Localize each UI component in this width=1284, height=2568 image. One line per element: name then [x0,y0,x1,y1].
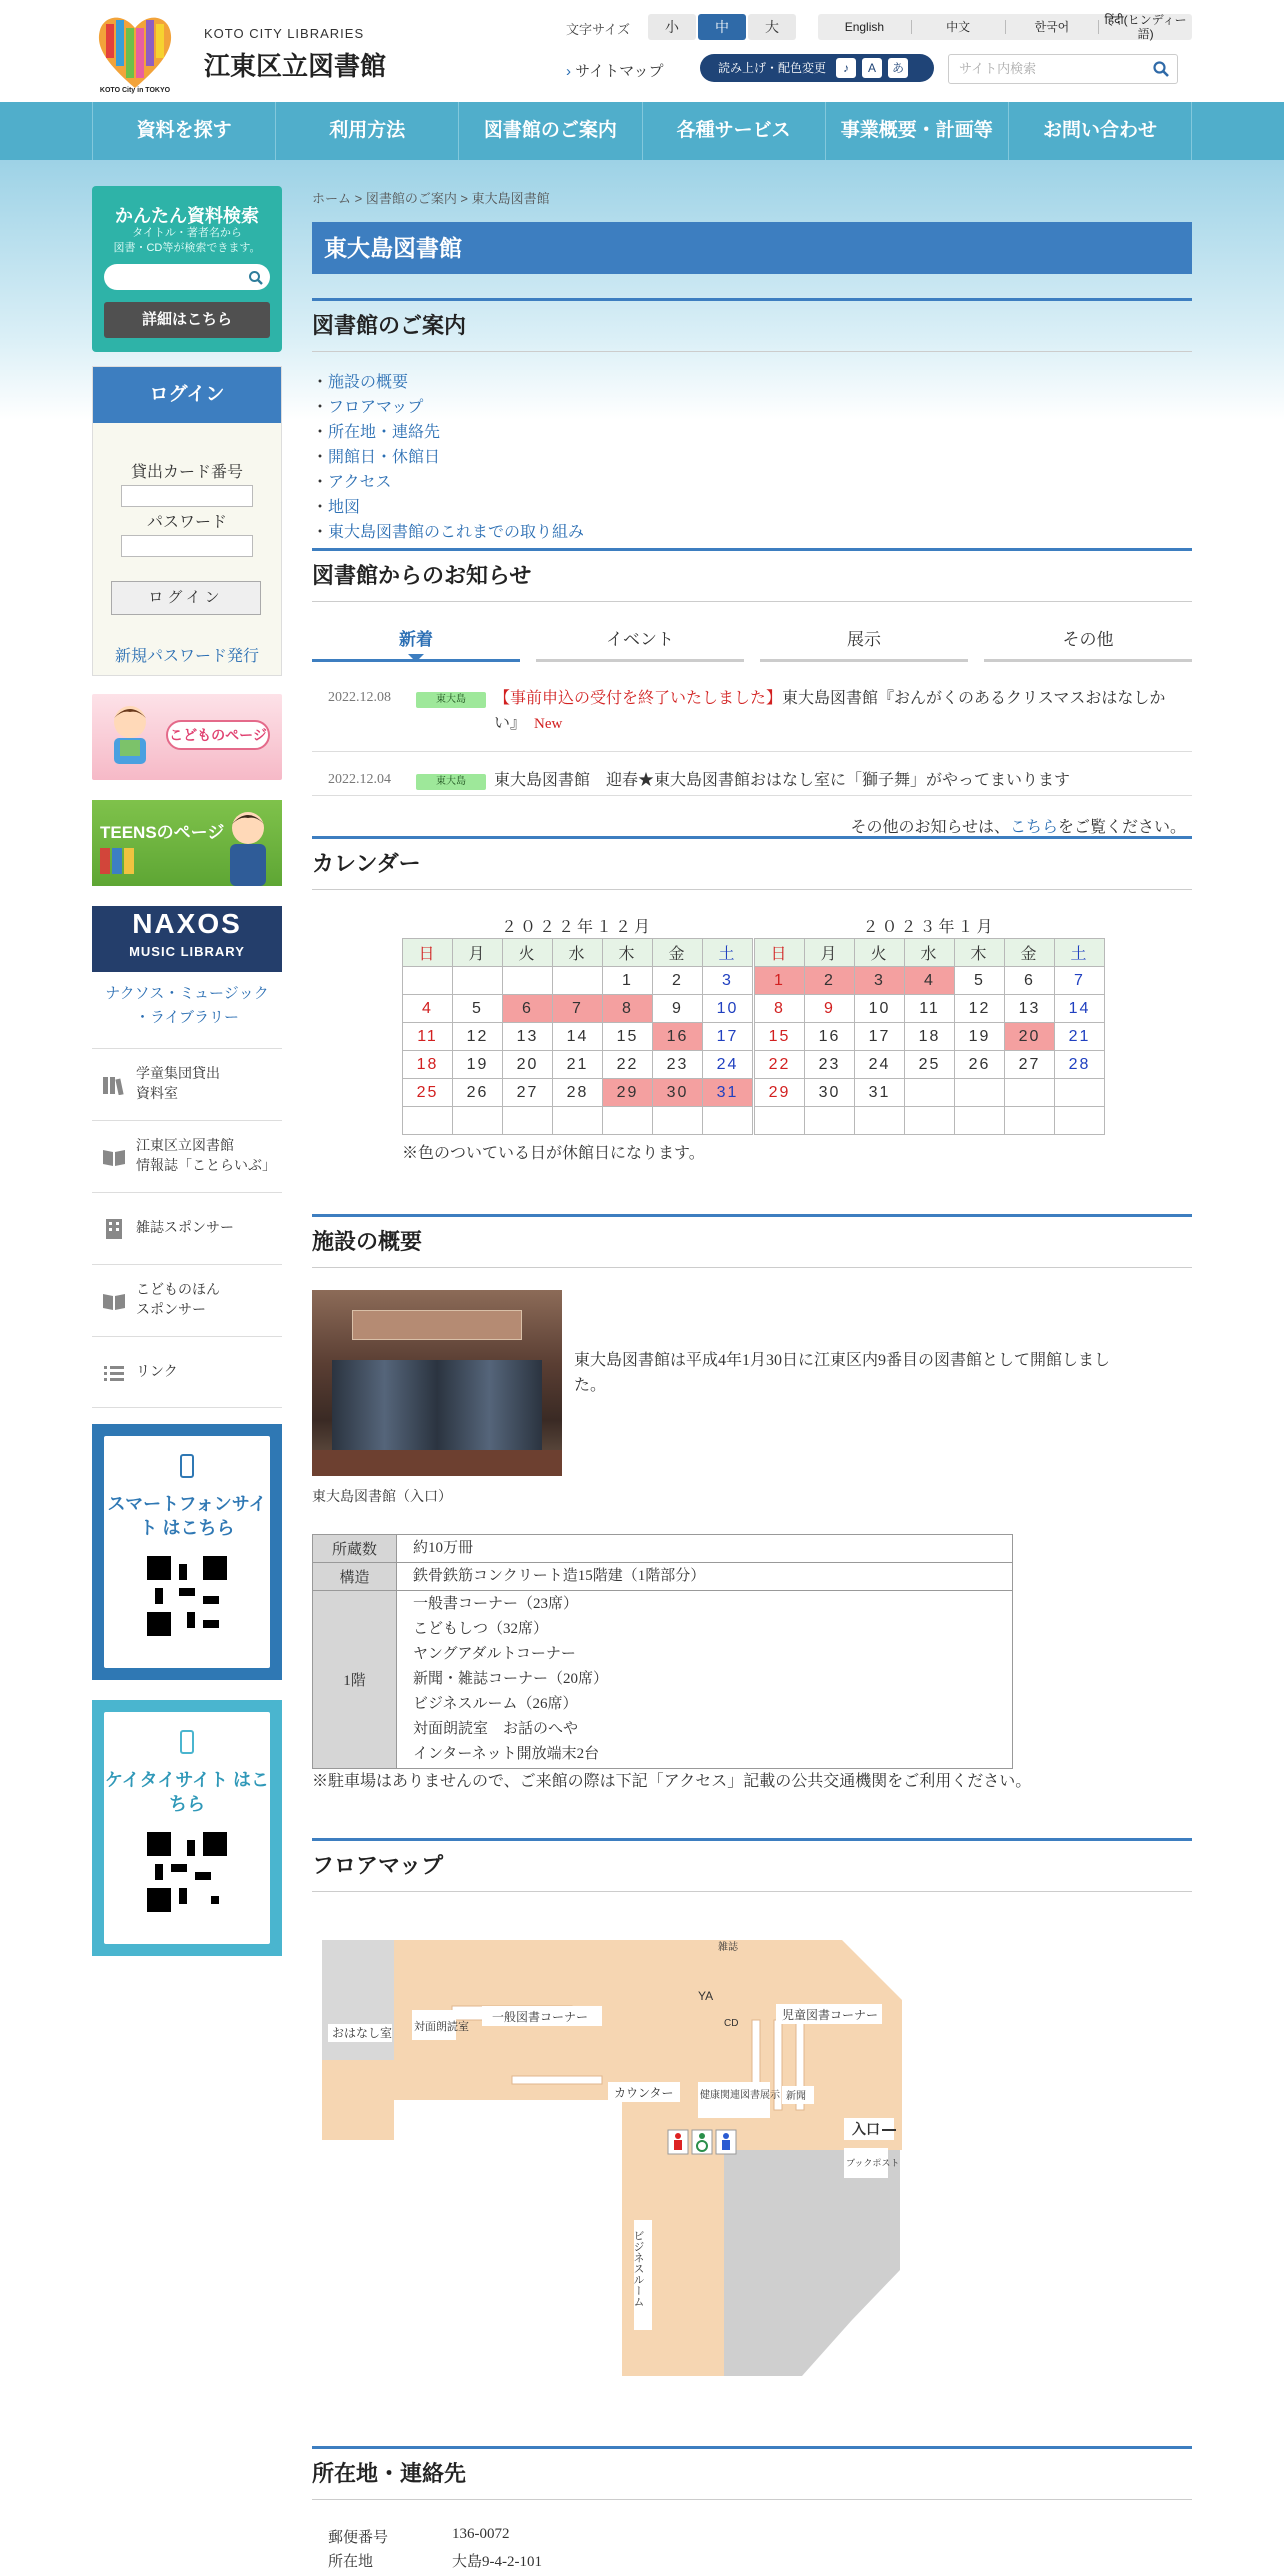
guide-link-access[interactable]: アクセス [328,474,392,491]
calendar-day: 28 [553,1079,603,1107]
calendar-day: 23 [653,1051,703,1079]
sidebar-link-links[interactable] [92,1336,282,1408]
sidebar-link-label: リンク [136,1365,178,1380]
guide-link-map[interactable]: 地図 [328,499,361,516]
calendar-day: 29 [603,1079,653,1107]
calendar-day: 6 [503,995,553,1023]
book-icon [100,848,110,874]
building-icon [102,1219,126,1239]
readaloud-label: 読み上げ・配色変更 [718,61,827,75]
map-label-ohanashi: おはなし室 [332,2026,393,2040]
calendar-day: 30 [805,1079,855,1107]
map-label-cd: CD [724,2018,739,2029]
calendar-day: 12 [453,1023,503,1051]
calendar-day: 8 [603,995,653,1023]
calendar-weekday: 土 [1055,939,1105,967]
books-icon [102,1075,126,1095]
calendar-day: 27 [503,1079,553,1107]
news-more [312,814,1192,837]
calendar-day: 4 [403,995,453,1023]
floor-map [322,1940,902,2376]
facility-description: 東大島図書館は平成4年1月30日に江東区内9番目の図書館として開館しました。 [574,1352,1111,1394]
calendar-day: 22 [755,1051,805,1079]
language-selector [818,14,1192,40]
floor-item: 対面朗読室 お話のへや [413,1721,579,1737]
section-heading-floormap: フロアマップ [312,1838,1192,1892]
calendar-day: 2 [653,967,703,995]
map-label-zasshi: 雑誌 [718,1942,738,1953]
calendar-day: 10 [703,995,753,1023]
calendar-weekday: 火 [855,939,905,967]
calendar-empty-cell [855,1107,905,1135]
map-label-ippan: 一般図書コーナー [492,2010,589,2024]
sidebar-link-label: 江東区立図書館 [136,1139,234,1154]
card-number-input[interactable] [121,485,253,507]
calendar-day: 23 [805,1051,855,1079]
floor-item: ビジネスルーム（26席） [413,1696,578,1712]
lang-chinese[interactable]: 中文 [912,20,1006,34]
login-button[interactable]: ログイン [111,581,261,615]
card-number-label: 貸出カード番号 [130,464,243,481]
news-date: 2022.12.08 [328,690,391,705]
info-floor-label: 1階 [313,1591,397,1769]
news-date: 2022.12.04 [328,772,391,787]
calendar-empty-cell [1005,1079,1055,1107]
book-icon [112,848,122,874]
hiragana-icon: あ [888,58,908,78]
child-illustration-icon [100,700,160,774]
facility-info-table [312,1534,1013,1769]
sidebar-link-label: スポンサー [136,1303,206,1318]
calendar-day: 17 [703,1023,753,1051]
nav-how-to-use[interactable]: 利用方法 [275,102,458,160]
calendar-day: 13 [1005,995,1055,1023]
mobile-site-label: ケイタイサイト はこちら [104,1770,270,1814]
calendar-day: 14 [553,1023,603,1051]
sitemap-label: サイトマップ [575,63,664,80]
kids-page-label: こどものページ [166,720,270,750]
calendar-day: 3 [855,967,905,995]
nav-services[interactable]: 各種サービス [642,102,825,160]
nav-library-guide[interactable]: 図書館のご案内 [458,102,641,160]
calendar-day: 26 [453,1079,503,1107]
guide-link-initiatives[interactable]: 東大島図書館のこれまでの取り組み [328,524,585,541]
calendar-day: 29 [755,1079,805,1107]
calendar-weekday: 日 [755,939,805,967]
teens-page-label: TEENSのページ [100,823,225,842]
photo-caption: 東大島図書館（入口） [312,1490,452,1505]
calendar-empty-cell [1005,1107,1055,1135]
calendar-day: 4 [905,967,955,995]
naxos-banner[interactable] [92,906,282,972]
calendar-day: 26 [955,1051,1005,1079]
qr-code-icon [147,1832,227,1912]
new-badge: New [534,716,563,732]
nav-search-materials[interactable]: 資料を探す [92,102,275,160]
calendar-day: 31 [855,1079,905,1107]
section-heading-facility: 施設の概要 [312,1214,1192,1268]
calendar-day: 16 [653,1023,703,1051]
calendar-empty-cell [755,1107,805,1135]
info-holdings-value: 約10万冊 [397,1535,1013,1563]
section-heading-news: 図書館からのお知らせ [312,548,1192,602]
nav-business-overview[interactable]: 事業概要・計画等 [825,102,1008,160]
site-search-input[interactable]: サイト内検索 [948,54,1178,84]
section-heading-address: 所在地・連絡先 [312,2446,1192,2500]
calendar-empty-cell [403,1107,453,1135]
calendar-day: 8 [755,995,805,1023]
password-input[interactable] [121,535,253,557]
calendar-weekday: 土 [703,939,753,967]
password-label: パスワード [146,514,227,531]
info-structure-value: 鉄骨鉄筋コンクリート造15階建（1階部分） [397,1563,1013,1591]
book-icon [124,848,134,874]
quick-search-sub-line2: 図書・CD等が検索できます。 [113,242,261,254]
calendar-day: 25 [403,1079,453,1107]
text-size-icon: A [862,58,882,78]
calendar-weekday: 月 [805,939,855,967]
calendar-day: 24 [703,1051,753,1079]
calendar-weekday: 水 [553,939,603,967]
calendar-title-december: ２０２２年１２月 [500,919,653,936]
calendar-january [754,938,1105,1135]
lang-korean[interactable]: 한국어 [1006,20,1100,34]
sidebar-link-kids-book-sponsor[interactable] [92,1264,282,1336]
calendar-day: 30 [653,1079,703,1107]
smartphone-site-label: スマートフォンサイト はこちら [107,1494,267,1538]
calendar-weekday: 火 [503,939,553,967]
quick-search-sub-line1: タイトル・著者名から [132,227,242,239]
sidebar-link-label: 資料室 [136,1087,178,1102]
login-panel [92,366,282,676]
calendar-day: 3 [703,967,753,995]
calendar-day: 10 [855,995,905,1023]
calendar-empty-cell [403,967,453,995]
section-heading-calendar: カレンダー [312,836,1192,890]
calendar-empty-cell [503,967,553,995]
breadcrumb: ホーム > 図書館のご案内 > 東大島図書館 [312,191,550,206]
search-icon[interactable] [248,270,264,286]
calendar-day: 17 [855,1023,905,1051]
calendar-day: 9 [805,995,855,1023]
sidebar-link-label: 情報誌「ことらいぶ」 [136,1159,276,1174]
sitemap-link[interactable]: › サイトマップ [566,63,664,80]
tab-exhibition[interactable]: 展示 [760,622,968,662]
smartphone-site-banner[interactable] [92,1424,282,1680]
accessible-restroom-icon [692,2130,712,2154]
news-text: 東大島図書館『おんがくのあるクリスマスおはなしかい』 [494,690,1166,732]
postal-code-value: 136-0072 [452,2526,510,2542]
postal-code-label: 郵便番号 [328,2530,389,2546]
lang-hindi[interactable]: हिंदी(ヒンディー語) [1104,13,1187,41]
calendar-day: 1 [755,967,805,995]
detailed-search-button[interactable]: 詳細はこちら [104,302,270,338]
calendar-empty-cell [905,1107,955,1135]
qr-code-icon [147,1556,227,1636]
floor-item: ヤングアダルトコーナー [413,1646,576,1662]
news-branch-tag: 東大島 [416,692,486,708]
teens-page-banner[interactable] [92,800,282,886]
new-password-link[interactable]: 新規パスワード発行 [114,648,259,665]
font-size-small-button[interactable]: 小 [648,14,696,40]
map-label-business: ビジネスルーム [632,2230,644,2307]
calendar-day: 18 [905,1023,955,1051]
naxos-caption[interactable] [92,982,282,1030]
tab-new[interactable]: 新着 [312,622,520,662]
sidebar-link-kotolive[interactable] [92,1120,282,1192]
map-label-ya: YA [698,1989,714,2003]
floor-item: こどもしつ（32席） [413,1621,549,1637]
guide-link-address[interactable]: 所在地・連絡先 [328,424,441,441]
section-heading-guide: 図書館のご案内 [312,298,1192,352]
calendar-title-january: ２０２３年１月 [862,919,996,936]
calendar-empty-cell [1055,1107,1105,1135]
calendar-empty-cell [553,967,603,995]
news-title[interactable] [494,686,1174,737]
calendar-day: 16 [805,1023,855,1051]
calendar-empty-cell [453,967,503,995]
quick-search-title: かんたん資料検索 [115,206,259,226]
naxos-subtitle: MUSIC LIBRARY [129,944,245,959]
news-branch-tag: 東大島 [416,774,486,790]
address-value: 大島9-4-2-101 [452,2554,542,2568]
calendar-day: 31 [703,1079,753,1107]
calendar-empty-cell [905,1079,955,1107]
calendar-weekday: 金 [653,939,703,967]
font-size-large-button[interactable]: 大 [748,14,796,40]
calendar-day: 20 [1005,1023,1055,1051]
naxos-caption-line2: ・ライブラリー [134,1010,240,1026]
guide-link-overview[interactable]: 施設の概要 [328,374,409,391]
calendar-day: 5 [453,995,503,1023]
calendar-day: 24 [855,1051,905,1079]
guide-link-list: ・施設の概要 ・フロアマップ ・所在地・連絡先 ・開館日・休館日 ・アクセス ・地図 ・東大島図書館のこれまでの取り組み [312,374,585,541]
teen-illustration-icon [212,800,282,886]
lang-english[interactable]: English [818,20,912,34]
calendar-day: 19 [955,1023,1005,1051]
readaloud-button[interactable] [700,54,934,82]
smartphone-icon [172,1452,202,1482]
map-label-shinbun: 新聞 [786,2091,806,2102]
calendar-empty-cell [703,1107,753,1135]
calendar-day: 2 [805,967,855,995]
calendar-day: 13 [503,1023,553,1051]
news-title[interactable]: 東大島図書館 迎春★東大島図書館おはなし室に「獅子舞」がやってまいります [494,772,1071,789]
quick-search-input[interactable] [104,264,270,290]
library-name-en: KOTO CITY LIBRARIES [204,26,365,41]
calendar-day: 18 [403,1051,453,1079]
calendar-december [402,938,753,1135]
news-item[interactable] [312,752,1192,796]
floor-item: 一般書コーナー（23席） [413,1596,579,1612]
calendar-day: 1 [603,967,653,995]
calendar-weekday: 日 [403,939,453,967]
calendar-weekday: 木 [603,939,653,967]
guide-link-floormap[interactable]: フロアマップ [328,399,424,416]
open-book-icon [102,1291,126,1311]
calendar-note: ※色のついている日が休館日になります。 [402,1145,705,1162]
calendar-day: 5 [955,967,1005,995]
koto-city-logo[interactable] [92,8,178,94]
calendar-empty-cell [553,1107,603,1135]
search-icon[interactable] [1152,60,1170,78]
info-holdings-label: 所蔵数 [313,1535,397,1563]
calendar-day: 15 [755,1023,805,1051]
library-name-ja[interactable]: 江東区立図書館 [204,51,387,81]
page-title: 東大島図書館 [312,222,1192,274]
sidebar-link-label: 学童集団貸出 [136,1067,220,1082]
tab-other[interactable]: その他 [984,622,1192,662]
logo-text: KOTO City in TOKYO [99,87,171,94]
calendar-day: 21 [553,1051,603,1079]
news-highlight: 【事前申込の受付を終了いたしました】 [494,690,783,707]
calendar-day: 12 [955,995,1005,1023]
naxos-caption-line1: ナクソス・ミュージック [105,986,269,1002]
quick-search-subtitle [92,226,282,256]
calendar-day: 11 [905,995,955,1023]
building-sign [352,1310,522,1340]
restroom-icon [716,2130,736,2154]
calendar-empty-cell [1055,1079,1105,1107]
guide-link-opening-days[interactable]: 開館日・休館日 [328,449,441,466]
sidebar-link-magazine-sponsor[interactable] [92,1192,282,1264]
calendar-day: 19 [453,1051,503,1079]
floor-item: インターネット開放端末2台 [413,1746,600,1762]
font-size-label: 文字サイズ [566,22,630,37]
tab-event[interactable]: イベント [536,622,744,662]
calendar-weekday: 水 [905,939,955,967]
global-nav [0,102,1284,160]
calendar-empty-cell [453,1107,503,1135]
map-label-counter: カウンター [614,2086,674,2100]
sidebar-link-group-lending[interactable] [92,1048,282,1120]
calendar-day: 9 [653,995,703,1023]
calendar-day: 15 [603,1023,653,1051]
login-title: ログイン [93,367,281,423]
map-label-bookpost: ブックポスト [846,2158,900,2168]
news-more-prefix: その他のお知らせは、 [850,819,1010,836]
info-structure-label: 構造 [313,1563,397,1591]
news-more-link[interactable]: こちら [1009,819,1058,836]
entrance-floor [312,1450,562,1476]
calendar-weekday: 木 [955,939,1005,967]
sidebar-link-label: こどものほん [136,1283,220,1298]
calendar-empty-cell [653,1107,703,1135]
map-label-jidou: 児童図書コーナー [782,2008,879,2022]
mobile-site-banner[interactable] [92,1700,282,1956]
calendar-weekday: 月 [453,939,503,967]
floor-item: 新聞・雑誌コーナー（20席） [413,1671,609,1687]
map-label-entrance: 入口 [852,2121,880,2137]
calendar-day: 11 [403,1023,453,1051]
calendar-empty-cell [955,1107,1005,1135]
naxos-title: NAXOS [132,908,242,939]
font-size-medium-button[interactable]: 中 [698,14,746,40]
calendar-empty-cell [603,1107,653,1135]
calendar-day: 27 [1005,1051,1055,1079]
calendar-day: 7 [553,995,603,1023]
list-icon [102,1363,126,1383]
calendar-empty-cell [503,1107,553,1135]
calendar-day: 20 [503,1051,553,1079]
speaker-icon: ♪ [836,58,856,78]
news-item[interactable] [312,672,1192,752]
nav-contact[interactable]: お問い合わせ [1008,102,1192,160]
open-book-icon [102,1147,126,1167]
calendar-empty-cell [805,1107,855,1135]
calendar-day: 14 [1055,995,1105,1023]
quick-search-panel [92,186,282,352]
info-floor-value [397,1591,1013,1769]
calendar-day: 28 [1055,1051,1105,1079]
parking-note: ※駐車場はありませんので、ご来館の際は下記「アクセス」記載の公共交通機関をご利用ください。 [312,1773,1032,1790]
facility-entrance-photo [312,1290,562,1476]
calendar-day: 22 [603,1051,653,1079]
news-more-suffix: をご覧ください。 [1057,819,1186,836]
map-label-kenkou: 健康関連図書展示 [700,2090,780,2101]
sidebar-link-label: 雑誌スポンサー [136,1221,234,1236]
calendar-day: 7 [1055,967,1105,995]
calendar-weekday: 金 [1005,939,1055,967]
calendar-day: 21 [1055,1023,1105,1051]
calendar-day: 25 [905,1051,955,1079]
kids-page-banner[interactable] [92,694,282,780]
glass-doors [332,1360,542,1450]
news-tabs [312,622,1192,662]
mobile-phone-icon [172,1728,202,1758]
restroom-icon [668,2130,688,2154]
calendar-day: 6 [1005,967,1055,995]
calendar-empty-cell [955,1079,1005,1107]
map-label-taimen: 対面朗読室 [414,2021,469,2033]
address-label: 所在地 [328,2554,374,2568]
